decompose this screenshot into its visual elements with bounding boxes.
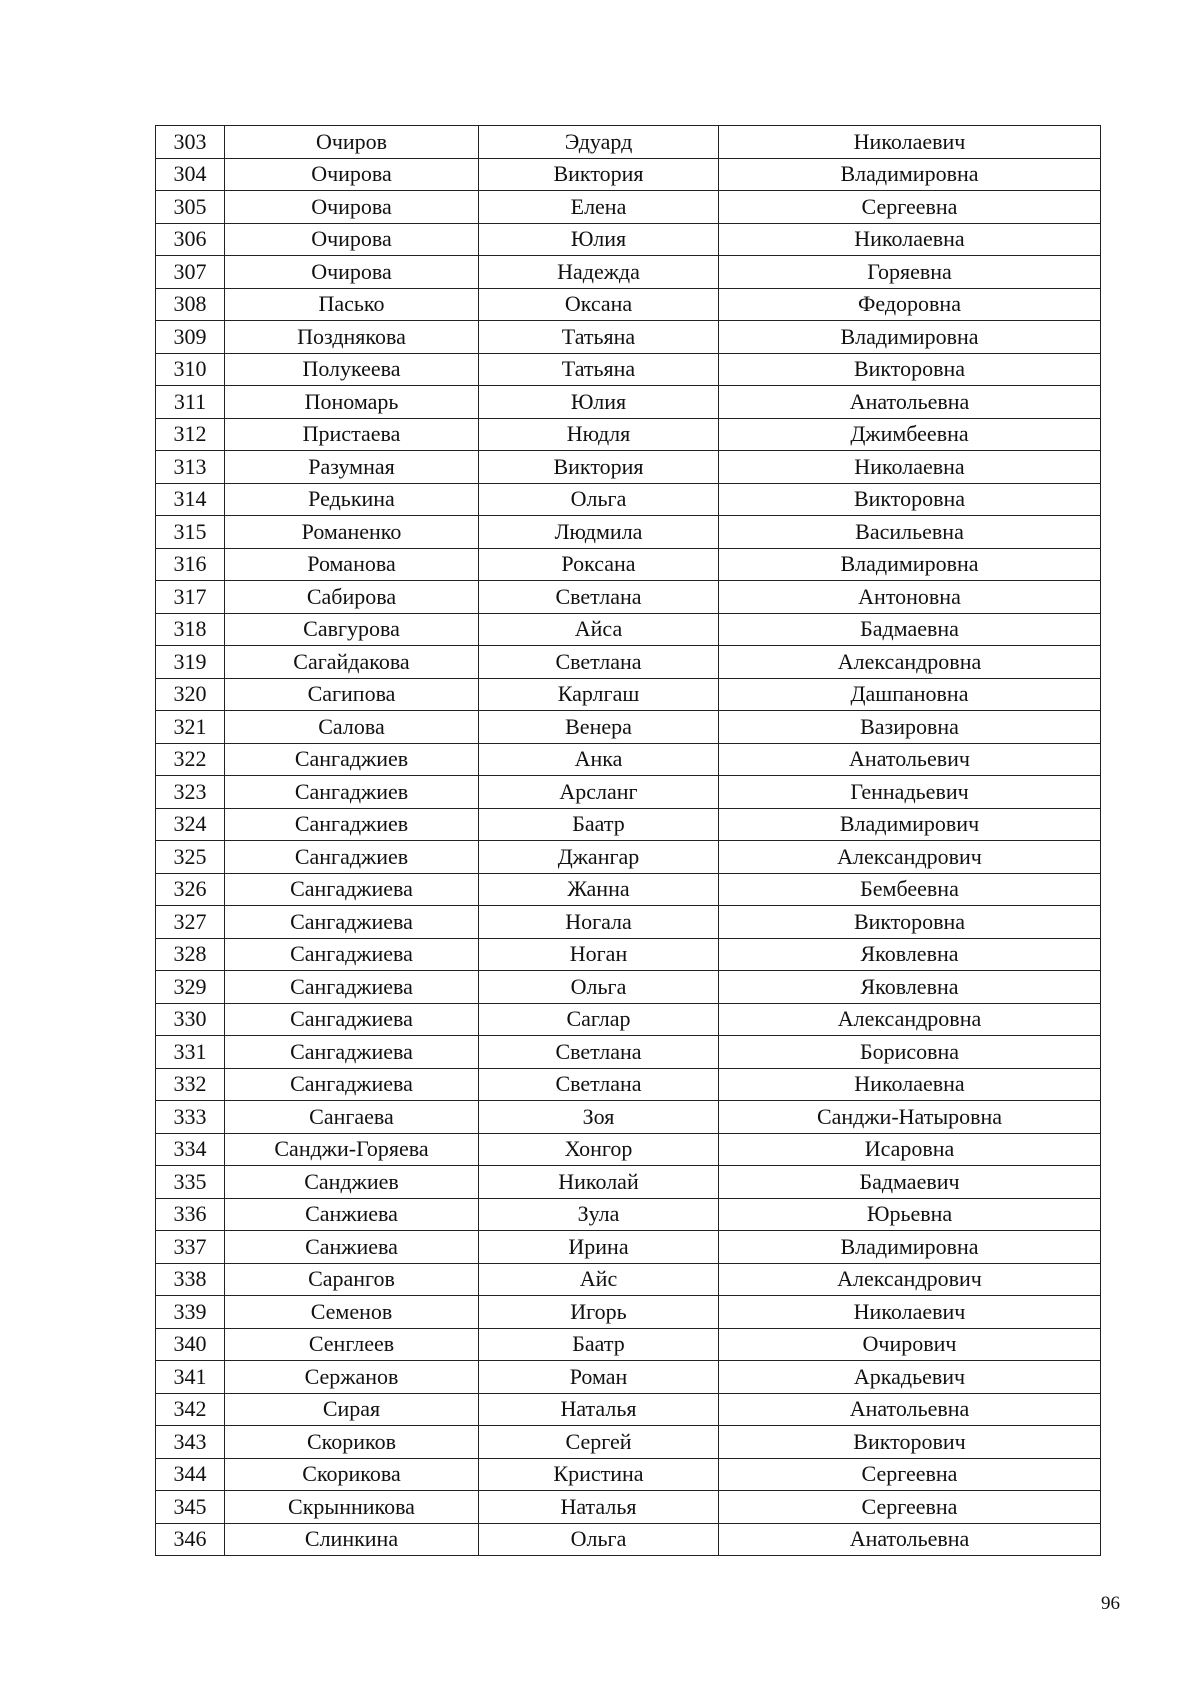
table-row [156, 1426, 1101, 1459]
surname-cell: Скрынникова [225, 1491, 479, 1524]
first-name-cell: Ольга [479, 971, 719, 1004]
surname-cell: Санжиева [225, 1198, 479, 1231]
row-number-cell: 318 [156, 613, 225, 646]
patronymic-cell: Сергеевна [719, 191, 1101, 224]
surname-cell: Санжиева [225, 1231, 479, 1264]
table-row [156, 1263, 1101, 1296]
table-row [156, 1036, 1101, 1069]
patronymic-cell: Васильевна [719, 516, 1101, 549]
surname-cell: Санджи-Горяева [225, 1133, 479, 1166]
first-name-cell: Арсланг [479, 776, 719, 809]
first-name-cell: Нюдля [479, 418, 719, 451]
surname-cell: Сагипова [225, 678, 479, 711]
patronymic-cell: Борисовна [719, 1036, 1101, 1069]
surname-cell: Сирая [225, 1393, 479, 1426]
row-number-cell: 323 [156, 776, 225, 809]
table-row [156, 873, 1101, 906]
row-number-cell: 342 [156, 1393, 225, 1426]
patronymic-cell: Аркадьевич [719, 1361, 1101, 1394]
table-row [156, 613, 1101, 646]
patronymic-cell: Анатольевич [719, 743, 1101, 776]
surname-cell: Очирова [225, 191, 479, 224]
surname-cell: Сангаджиева [225, 971, 479, 1004]
first-name-cell: Ноган [479, 938, 719, 971]
table-row [156, 971, 1101, 1004]
patronymic-cell: Анатольевна [719, 1523, 1101, 1556]
row-number-cell: 320 [156, 678, 225, 711]
surname-cell: Салова [225, 711, 479, 744]
table-row [156, 418, 1101, 451]
row-number-cell: 307 [156, 256, 225, 289]
first-name-cell: Анка [479, 743, 719, 776]
first-name-cell: Зоя [479, 1101, 719, 1134]
surname-cell: Сангаджиева [225, 873, 479, 906]
table-row [156, 126, 1101, 159]
table-row [156, 938, 1101, 971]
row-number-cell: 317 [156, 581, 225, 614]
table-row [156, 1296, 1101, 1329]
surname-cell: Пасько [225, 288, 479, 321]
surname-cell: Очирова [225, 223, 479, 256]
row-number-cell: 344 [156, 1458, 225, 1491]
patronymic-cell: Викторовна [719, 353, 1101, 386]
first-name-cell: Наталья [479, 1491, 719, 1524]
first-name-cell: Баатр [479, 808, 719, 841]
patronymic-cell: Юрьевна [719, 1198, 1101, 1231]
row-number-cell: 336 [156, 1198, 225, 1231]
patronymic-cell: Викторовна [719, 483, 1101, 516]
patronymic-cell: Александрович [719, 1263, 1101, 1296]
row-number-cell: 329 [156, 971, 225, 1004]
table-row [156, 1101, 1101, 1134]
patronymic-cell: Горяевна [719, 256, 1101, 289]
row-number-cell: 340 [156, 1328, 225, 1361]
table-row [156, 678, 1101, 711]
table-row [156, 646, 1101, 679]
surname-cell: Пристаева [225, 418, 479, 451]
surname-cell: Сангаджиев [225, 808, 479, 841]
row-number-cell: 341 [156, 1361, 225, 1394]
surname-cell: Полукеева [225, 353, 479, 386]
first-name-cell: Людмила [479, 516, 719, 549]
table-row [156, 321, 1101, 354]
first-name-cell: Айса [479, 613, 719, 646]
surname-cell: Пономарь [225, 386, 479, 419]
table-row [156, 516, 1101, 549]
first-name-cell: Виктория [479, 158, 719, 191]
first-name-cell: Роман [479, 1361, 719, 1394]
first-name-cell: Ирина [479, 1231, 719, 1264]
patronymic-cell: Викторович [719, 1426, 1101, 1459]
row-number-cell: 304 [156, 158, 225, 191]
surname-cell: Сангаджиева [225, 1036, 479, 1069]
first-name-cell: Оксана [479, 288, 719, 321]
table-row [156, 581, 1101, 614]
patronymic-cell: Геннадьевич [719, 776, 1101, 809]
table-row [156, 1393, 1101, 1426]
table-row [156, 743, 1101, 776]
table-row [156, 386, 1101, 419]
first-name-cell: Светлана [479, 1036, 719, 1069]
table-row [156, 1133, 1101, 1166]
surname-cell: Скориков [225, 1426, 479, 1459]
first-name-cell: Виктория [479, 451, 719, 484]
surname-cell: Сагайдакова [225, 646, 479, 679]
surname-cell: Редькина [225, 483, 479, 516]
patronymic-cell: Николаевна [719, 223, 1101, 256]
surname-cell: Сангаджиева [225, 1068, 479, 1101]
names-table-body [156, 126, 1101, 1556]
patronymic-cell: Александровна [719, 646, 1101, 679]
surname-cell: Сангаджиев [225, 776, 479, 809]
table-row [156, 1361, 1101, 1394]
first-name-cell: Игорь [479, 1296, 719, 1329]
first-name-cell: Зула [479, 1198, 719, 1231]
first-name-cell: Елена [479, 191, 719, 224]
surname-cell: Сабирова [225, 581, 479, 614]
first-name-cell: Джангар [479, 841, 719, 874]
surname-cell: Сангаджиева [225, 1003, 479, 1036]
first-name-cell: Ногала [479, 906, 719, 939]
surname-cell: Сарангов [225, 1263, 479, 1296]
patronymic-cell: Владимировна [719, 158, 1101, 191]
row-number-cell: 338 [156, 1263, 225, 1296]
patronymic-cell: Дашпановна [719, 678, 1101, 711]
table-row [156, 451, 1101, 484]
row-number-cell: 346 [156, 1523, 225, 1556]
patronymic-cell: Александровна [719, 1003, 1101, 1036]
surname-cell: Очиров [225, 126, 479, 159]
surname-cell: Санджиев [225, 1166, 479, 1199]
table-row [156, 191, 1101, 224]
row-number-cell: 328 [156, 938, 225, 971]
patronymic-cell: Владимировна [719, 321, 1101, 354]
row-number-cell: 322 [156, 743, 225, 776]
patronymic-cell: Антоновна [719, 581, 1101, 614]
first-name-cell: Николай [479, 1166, 719, 1199]
first-name-cell: Юлия [479, 223, 719, 256]
patronymic-cell: Бадмаевна [719, 613, 1101, 646]
surname-cell: Сангаджиев [225, 841, 479, 874]
table-row [156, 711, 1101, 744]
first-name-cell: Светлана [479, 581, 719, 614]
patronymic-cell: Очирович [719, 1328, 1101, 1361]
patronymic-cell: Анатольевна [719, 386, 1101, 419]
surname-cell: Очирова [225, 158, 479, 191]
patronymic-cell: Владимировна [719, 1231, 1101, 1264]
table-row [156, 1068, 1101, 1101]
patronymic-cell: Александрович [719, 841, 1101, 874]
patronymic-cell: Викторовна [719, 906, 1101, 939]
row-number-cell: 339 [156, 1296, 225, 1329]
first-name-cell: Жанна [479, 873, 719, 906]
table-row [156, 158, 1101, 191]
row-number-cell: 306 [156, 223, 225, 256]
row-number-cell: 343 [156, 1426, 225, 1459]
patronymic-cell: Николаевна [719, 1068, 1101, 1101]
row-number-cell: 310 [156, 353, 225, 386]
table-row [156, 1231, 1101, 1264]
first-name-cell: Ольга [479, 483, 719, 516]
surname-cell: Слинкина [225, 1523, 479, 1556]
row-number-cell: 313 [156, 451, 225, 484]
patronymic-cell: Бембеевна [719, 873, 1101, 906]
first-name-cell: Светлана [479, 646, 719, 679]
row-number-cell: 327 [156, 906, 225, 939]
row-number-cell: 309 [156, 321, 225, 354]
table-row [156, 1166, 1101, 1199]
first-name-cell: Роксана [479, 548, 719, 581]
table-row [156, 548, 1101, 581]
table-row [156, 906, 1101, 939]
table-row [156, 1458, 1101, 1491]
surname-cell: Сержанов [225, 1361, 479, 1394]
table-row [156, 841, 1101, 874]
row-number-cell: 319 [156, 646, 225, 679]
surname-cell: Романова [225, 548, 479, 581]
patronymic-cell: Владимирович [719, 808, 1101, 841]
table-row [156, 1198, 1101, 1231]
first-name-cell: Кристина [479, 1458, 719, 1491]
row-number-cell: 315 [156, 516, 225, 549]
row-number-cell: 305 [156, 191, 225, 224]
patronymic-cell: Джимбеевна [719, 418, 1101, 451]
surname-cell: Скорикова [225, 1458, 479, 1491]
first-name-cell: Надежда [479, 256, 719, 289]
first-name-cell: Сергей [479, 1426, 719, 1459]
row-number-cell: 311 [156, 386, 225, 419]
first-name-cell: Айс [479, 1263, 719, 1296]
row-number-cell: 326 [156, 873, 225, 906]
patronymic-cell: Федоровна [719, 288, 1101, 321]
surname-cell: Савгурова [225, 613, 479, 646]
row-number-cell: 325 [156, 841, 225, 874]
table-row [156, 223, 1101, 256]
table-row [156, 353, 1101, 386]
row-number-cell: 321 [156, 711, 225, 744]
surname-cell: Романенко [225, 516, 479, 549]
surname-cell: Очирова [225, 256, 479, 289]
patronymic-cell: Николаевич [719, 126, 1101, 159]
first-name-cell: Саглар [479, 1003, 719, 1036]
table-row [156, 483, 1101, 516]
surname-cell: Сангаджиева [225, 938, 479, 971]
first-name-cell: Карлгаш [479, 678, 719, 711]
row-number-cell: 308 [156, 288, 225, 321]
row-number-cell: 332 [156, 1068, 225, 1101]
row-number-cell: 333 [156, 1101, 225, 1134]
patronymic-cell: Сергеевна [719, 1491, 1101, 1524]
row-number-cell: 316 [156, 548, 225, 581]
surname-cell: Семенов [225, 1296, 479, 1329]
row-number-cell: 331 [156, 1036, 225, 1069]
first-name-cell: Светлана [479, 1068, 719, 1101]
row-number-cell: 314 [156, 483, 225, 516]
table-row [156, 1491, 1101, 1524]
patronymic-cell: Яковлевна [719, 971, 1101, 1004]
surname-cell: Сенглеев [225, 1328, 479, 1361]
surname-cell: Разумная [225, 451, 479, 484]
patronymic-cell: Бадмаевич [719, 1166, 1101, 1199]
names-table [155, 125, 1101, 1556]
patronymic-cell: Николаевна [719, 451, 1101, 484]
surname-cell: Позднякова [225, 321, 479, 354]
row-number-cell: 337 [156, 1231, 225, 1264]
table-row [156, 1523, 1101, 1556]
patronymic-cell: Санджи-Натыровна [719, 1101, 1101, 1134]
first-name-cell: Венера [479, 711, 719, 744]
patronymic-cell: Исаровна [719, 1133, 1101, 1166]
patronymic-cell: Николаевич [719, 1296, 1101, 1329]
patronymic-cell: Анатольевна [719, 1393, 1101, 1426]
first-name-cell: Татьяна [479, 353, 719, 386]
surname-cell: Сангаджиева [225, 906, 479, 939]
table-row [156, 256, 1101, 289]
first-name-cell: Наталья [479, 1393, 719, 1426]
patronymic-cell: Владимировна [719, 548, 1101, 581]
patronymic-cell: Сергеевна [719, 1458, 1101, 1491]
table-row [156, 808, 1101, 841]
row-number-cell: 312 [156, 418, 225, 451]
first-name-cell: Хонгор [479, 1133, 719, 1166]
page-number: 96 [1101, 1593, 1120, 1614]
first-name-cell: Юлия [479, 386, 719, 419]
first-name-cell: Эдуард [479, 126, 719, 159]
row-number-cell: 324 [156, 808, 225, 841]
patronymic-cell: Вазировна [719, 711, 1101, 744]
table-row [156, 1003, 1101, 1036]
row-number-cell: 303 [156, 126, 225, 159]
first-name-cell: Баатр [479, 1328, 719, 1361]
first-name-cell: Ольга [479, 1523, 719, 1556]
table-row [156, 1328, 1101, 1361]
patronymic-cell: Яковлевна [719, 938, 1101, 971]
row-number-cell: 330 [156, 1003, 225, 1036]
surname-cell: Сангаджиев [225, 743, 479, 776]
row-number-cell: 335 [156, 1166, 225, 1199]
row-number-cell: 334 [156, 1133, 225, 1166]
first-name-cell: Татьяна [479, 321, 719, 354]
row-number-cell: 345 [156, 1491, 225, 1524]
table-row [156, 776, 1101, 809]
table-row [156, 288, 1101, 321]
surname-cell: Сангаева [225, 1101, 479, 1134]
